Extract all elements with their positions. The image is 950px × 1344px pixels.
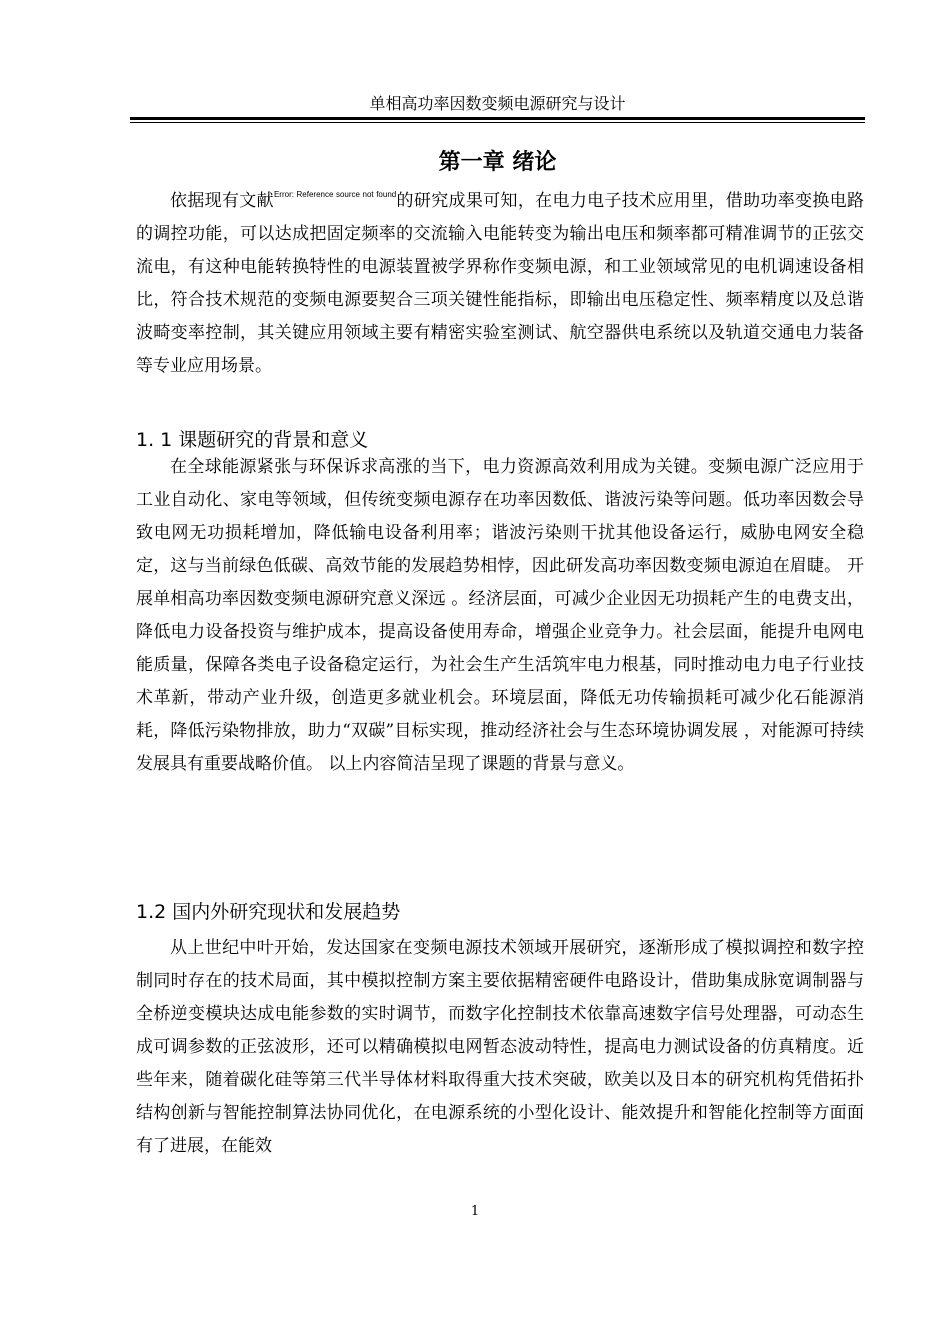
- reference-error-note: Error: Reference source not found: [273, 190, 397, 199]
- section-1-2-paragraph: 从上世纪中叶开始，发达国家在变频电源技术领域开展研究，逐渐形成了模拟调控和数字控制同时存在的技术局面，其中模拟控制方案主要依据精密硬件电路设计，借助集成脉宽调制器与全桥逆变模块达成电能参数的实时调节，而数字化控制技术依靠高速数字信号处理器，可动态生成可调参数的正弦波形，还可以精确模拟电网暂态波动特性，提高电力测试设备的仿真精度。近些年来，随着碳化硅等第三代半导体材料取得重大技术突破，欧美以及日本的研究机构凭借拓扑结构创新与智能控制算法协同优化，在电源系统的小型化设计、能效提升和智能化控制等方面面有了进展，在能效: [136, 938, 864, 1156]
- intro-text-after-ref: 的研究成果可知，在电力电子技术应用里，借助功率变换电路的调控功能，可以达成把固定频率的交流输入电能转变为输出电压和频率都可精准调节的正弦交流电，有这种电能转换特性的电源装置被学界称作变频电源，和工业领域常见的电机调速设备相比，符合技术规范的变频电源要契合三项关键性能指标，即输出电压稳定性、频率精度以及总谐波畸变率控制，其关键应用领域主要有精密实验室测试、航空器供电系统以及轨道交通电力装备等专业应用场景。: [136, 191, 865, 376]
- section-heading-1-2: 1.2 国内外研究现状和发展趋势: [136, 901, 401, 923]
- chapter-title: 第一章 绪论: [438, 150, 557, 175]
- page-number: 1: [470, 1204, 480, 1219]
- header-rule-thin: [130, 122, 865, 123]
- intro-paragraph: [136, 185, 864, 383]
- section-1-1-paragraph: 在全球能源紧张与环保诉求高涨的当下，电力资源高效利用成为关键。变频电源广泛应用于工业自动化、家电等领域，但传统变频电源存在功率因数低、谐波污染等问题。低功率因数会导致电网无功损耗增加，降低输电设备利用率；谐波污染则干扰其他设备运行，威胁电网安全稳定，这与当前绿色低碳、高效节能的发展趋势相悖，因此研发高功率因数变频电源迫在眉睫。 开展单相高功率因数变频电源研究意义深远 。经济层面，可减少企业因无功损耗产生的电费支出，降低电力设备投资与维护成本，提高设备使用寿命，增强企业竞争力。社会层面，能提升电网电能质量，保障各类电子设备稳定运行，为社会生产生活筑牢电力根基，同时推动电力电子行业技术革新，带动产业升级，创造更多就业机会。环境层面，降低无功传输损耗可减少化石能源消耗，降低污染物排放，助力“双碳”目标实现，推动经济社会与生态环境协调发展 ，对能源可持续发展具有重要战略价值。 以上内容简洁呈现了课题的背景与意义。: [136, 457, 864, 774]
- intro-block: [136, 185, 864, 383]
- running-header: 单相高功率因数变频电源研究与设计: [369, 94, 626, 113]
- header-rule-thick: [130, 117, 865, 120]
- section-1-2-block: [136, 932, 864, 1163]
- section-1-1-block: [136, 451, 864, 781]
- intro-text-before-ref: 依据现有文献: [170, 191, 274, 211]
- section-heading-1-1: 1. 1 课题研究的背景和意义: [136, 429, 369, 451]
